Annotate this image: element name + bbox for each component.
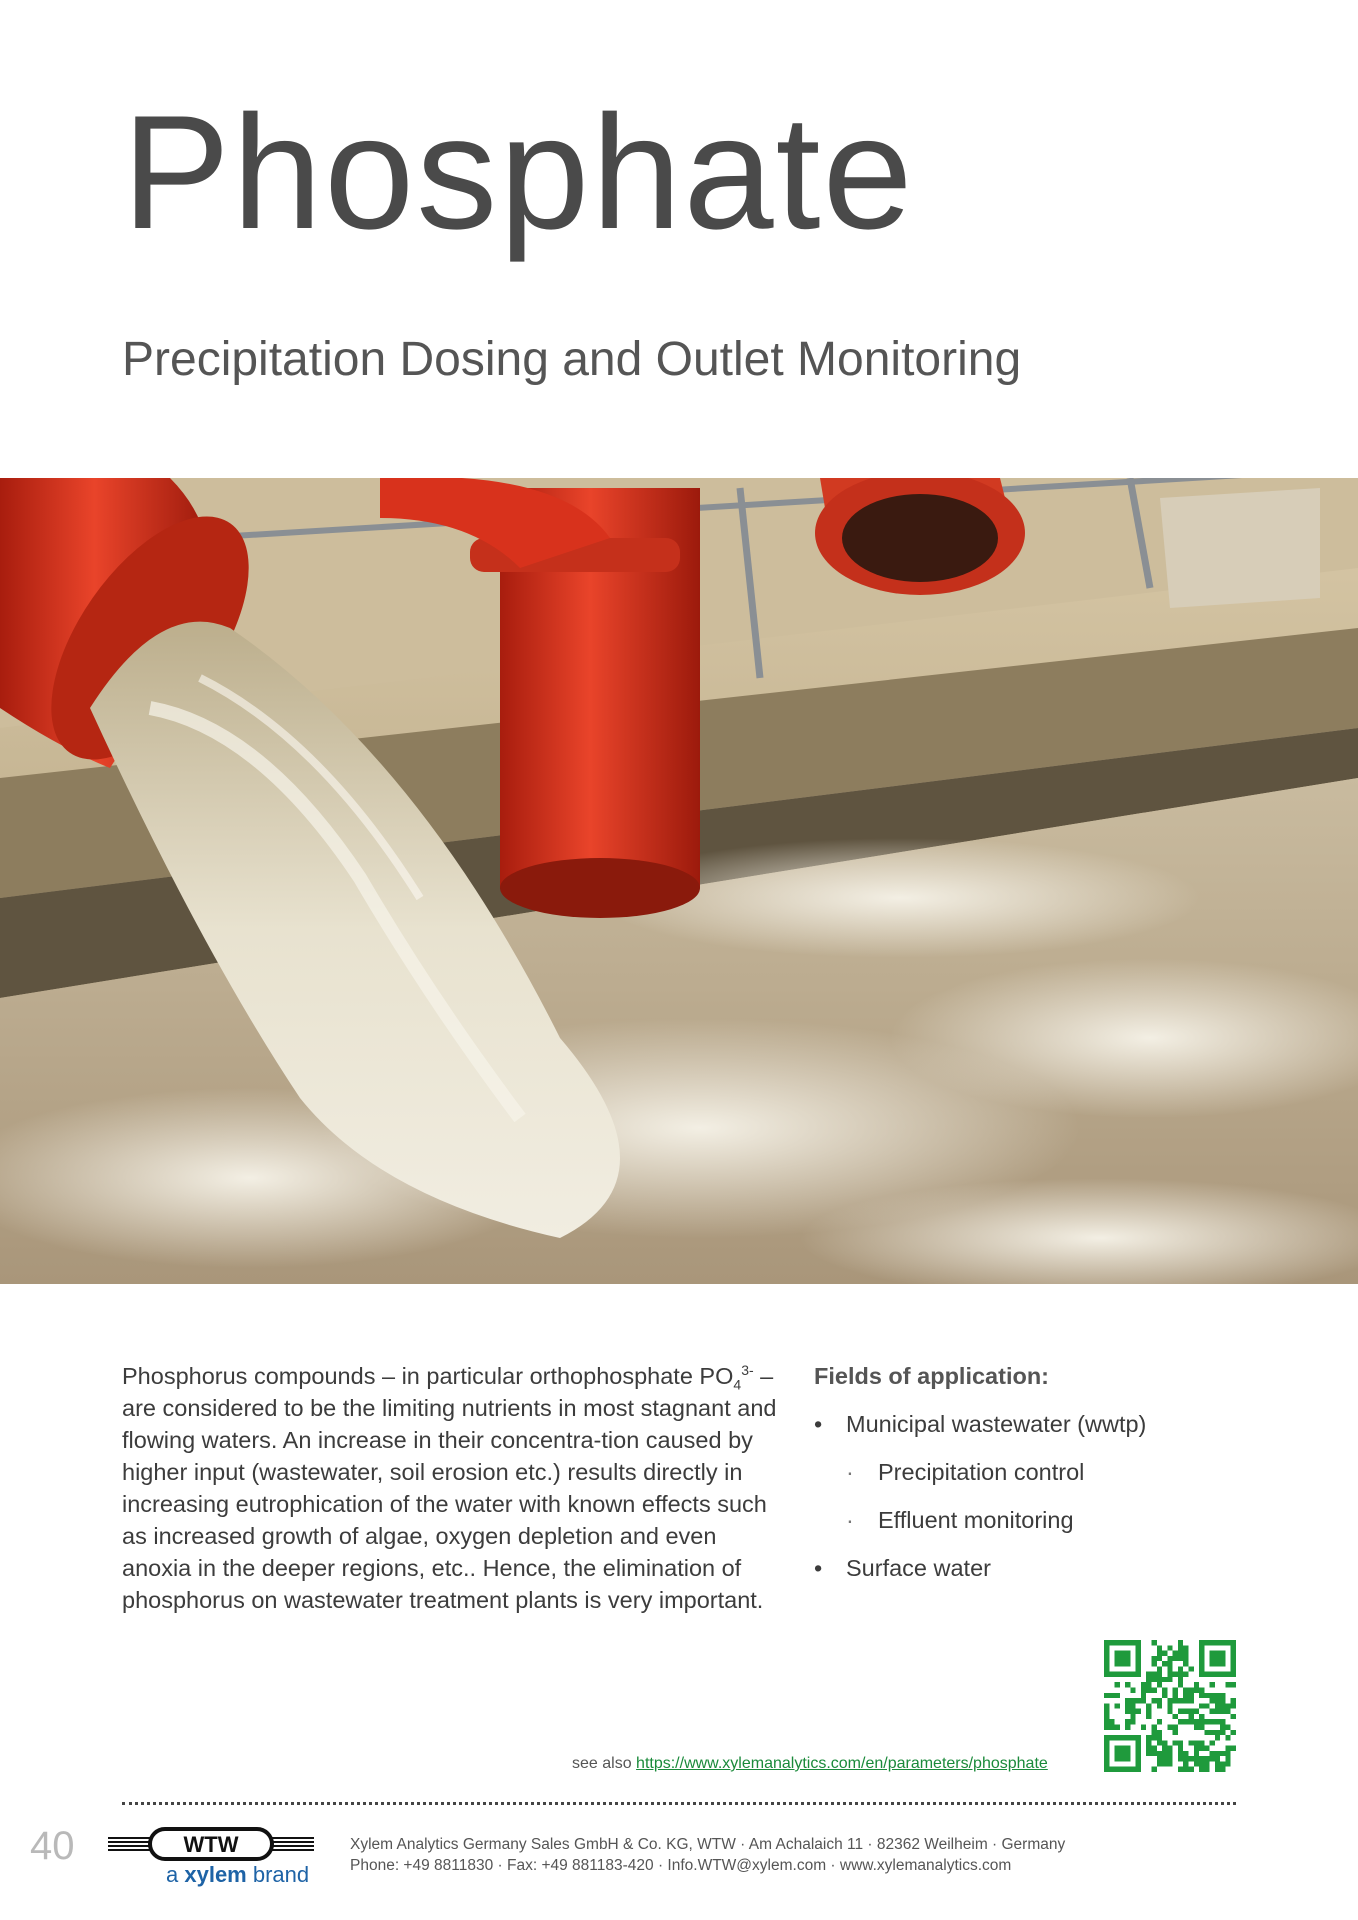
fields-of-application xyxy=(814,1360,1254,1600)
footer-address xyxy=(350,1834,1065,1876)
see-also-line: see also https://www.xylemanalytics.com/en/parameters/phosphate xyxy=(572,1755,1048,1772)
footer-divider xyxy=(122,1802,1236,1805)
wastewater-outlet-photo xyxy=(0,478,1358,1284)
field-item-surface-water: • Surface water xyxy=(814,1552,1254,1584)
parameter-link[interactable]: https://www.xylemanalytics.com/en/parameters/phosphate xyxy=(636,1755,1048,1772)
svg-text:WTW: WTW xyxy=(183,1832,239,1857)
sub-bullet: · xyxy=(846,1507,854,1533)
brand-tagline: a xylem brand xyxy=(166,1862,310,1887)
page-number: 40 xyxy=(30,1824,75,1868)
sub-bullet: · xyxy=(846,1459,854,1485)
bullet: • xyxy=(814,1411,823,1437)
address-line-2: Phone: +49 8811830 · Fax: +49 881183-420 · Info.WTW@xylem.com · www.xylemanalytics.com xyxy=(350,1857,1012,1874)
qr-code-icon[interactable] xyxy=(1104,1640,1236,1772)
page-subtitle: Precipitation Dosing and Outlet Monitoring xyxy=(122,333,1022,386)
bullet: • xyxy=(814,1555,823,1581)
body-paragraph: Phosphorus compounds – in particular orthophosphate $PO_4^{3-}$ – are considered to be the limiting nutrients in most stagnant and flowing waters. An increase in their concentra-tion caused by higher input (wastewater, soil erosion etc.) results directly in increasing eutrophication of the water with known effects such as increased growth of algae, oxygen depletion and even anoxia in the deeper regions, etc.. Hence, the elimination of phosphorus on wastewater treatment plants is very important. xyxy=(122,1362,777,1613)
page-title: Phosphate xyxy=(122,82,915,263)
fields-heading: Fields of application: xyxy=(814,1363,1050,1389)
address-line-1: Xylem Analytics Germany Sales GmbH & Co. KG, WTW · Am Achalaich 11 · 82362 Weilheim · Germany xyxy=(350,1836,1066,1853)
field-item-municipal-wastewater: • Municipal wastewater (wwtp) xyxy=(814,1408,1254,1440)
field-item-effluent-monitoring: · Effluent monitoring xyxy=(814,1504,1254,1536)
field-item-precipitation-control: · Precipitation control xyxy=(814,1456,1254,1488)
